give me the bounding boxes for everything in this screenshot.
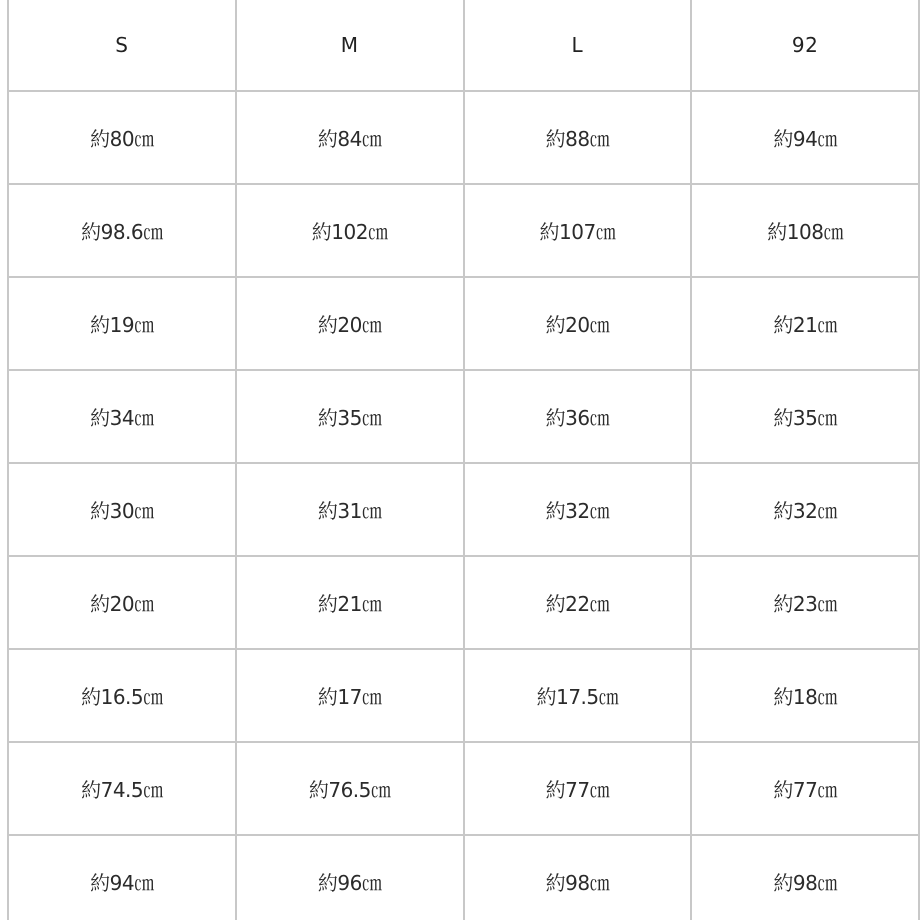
table-cell: 約21㎝ (236, 556, 464, 649)
table-row (8, 463, 919, 556)
table-cell: 約108㎝ (691, 184, 919, 277)
table-cell: 約16.5㎝ (8, 649, 236, 742)
table-cell: 約30㎝ (8, 463, 236, 556)
table-cell: 約98㎝ (691, 835, 919, 920)
table-cell: 約19㎝ (8, 277, 236, 370)
table-cell: 約98㎝ (464, 835, 692, 920)
table-row (8, 370, 919, 463)
table-cell: 約96㎝ (236, 835, 464, 920)
table-cell: 約20㎝ (464, 277, 692, 370)
table-cell: 約22㎝ (464, 556, 692, 649)
table-cell: 約17.5㎝ (464, 649, 692, 742)
table-cell: 約34㎝ (8, 370, 236, 463)
size-table (7, 0, 920, 920)
table-row (8, 184, 919, 277)
table-row (8, 556, 919, 649)
table-cell: 約36㎝ (464, 370, 692, 463)
table-row (8, 91, 919, 184)
table-cell: 約23㎝ (691, 556, 919, 649)
header-cell-m: M (236, 0, 464, 91)
table-row (8, 277, 919, 370)
header-cell-s: S (8, 0, 236, 91)
table-row (8, 835, 919, 920)
table-cell: 約20㎝ (8, 556, 236, 649)
table-cell: 約76.5㎝ (236, 742, 464, 835)
table-cell: 約77㎝ (464, 742, 692, 835)
table-cell: 約94㎝ (8, 835, 236, 920)
table-row (8, 649, 919, 742)
table-cell: 約17㎝ (236, 649, 464, 742)
header-cell-l: L (464, 0, 692, 91)
table-cell: 約31㎝ (236, 463, 464, 556)
table-cell: 約80㎝ (8, 91, 236, 184)
table-cell: 約98.6㎝ (8, 184, 236, 277)
table-cell: 約77㎝ (691, 742, 919, 835)
table-row (8, 742, 919, 835)
table-cell: 約32㎝ (464, 463, 692, 556)
table-cell: 約84㎝ (236, 91, 464, 184)
table-cell: 約88㎝ (464, 91, 692, 184)
table-cell: 約18㎝ (691, 649, 919, 742)
table-cell: 約94㎝ (691, 91, 919, 184)
table-header-row (8, 0, 919, 91)
header-cell-92: 92 (691, 0, 919, 91)
table-cell: 約20㎝ (236, 277, 464, 370)
table-cell: 約74.5㎝ (8, 742, 236, 835)
table-cell: 約35㎝ (691, 370, 919, 463)
table-cell: 約32㎝ (691, 463, 919, 556)
table-cell: 約35㎝ (236, 370, 464, 463)
table-cell: 約107㎝ (464, 184, 692, 277)
table-cell: 約21㎝ (691, 277, 919, 370)
table-cell: 約102㎝ (236, 184, 464, 277)
